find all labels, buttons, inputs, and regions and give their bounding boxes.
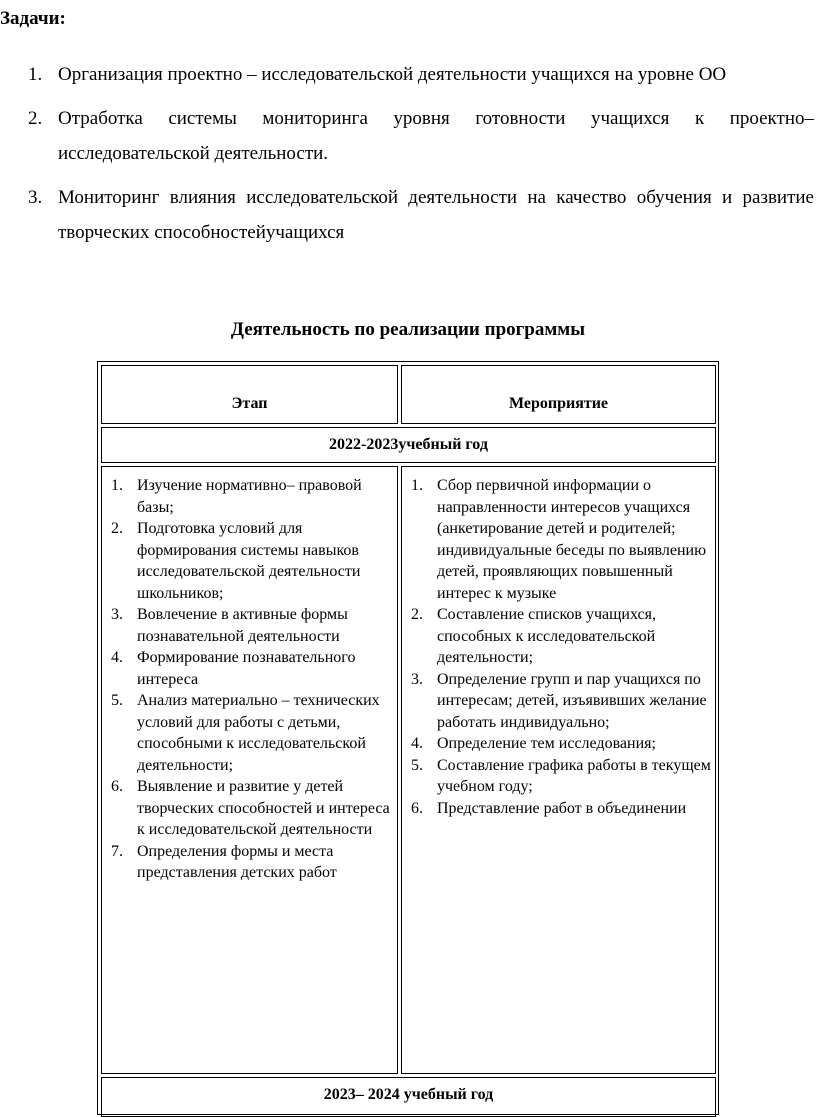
item-number: 4. [411,735,423,752]
item-text: Анализ материально – технических условий для работы с детьми, способными к исследовательской деятельности; [137,692,380,774]
event-list [402,475,715,819]
stage-item [102,518,397,604]
year-row-2022 [101,427,716,463]
stage-item [102,841,397,884]
item-number: 3. [111,606,123,623]
header-cell-stage [101,365,398,424]
stage-item [102,647,397,690]
task-text: Мониторинг влияния исследовательской деятельности на качество обучения и развитие творческих способностейучащихся [58,187,814,243]
item-text: Формирование познавательного интереса [137,649,356,688]
item-number: 5. [411,756,423,774]
stage-item [102,776,397,841]
event-item [402,604,715,669]
item-text: Изучение нормативно– правовой базы; [137,477,362,516]
task-text: Отработка системы мониторинга уровня готовности учащихся к проектно– исследовательской деятельности. [58,108,814,164]
item-number: 4. [111,649,123,666]
item-text: Составление списков учащихся, способных к исследовательской деятельности; [437,606,656,666]
stage-item [102,475,397,518]
item-text: Определение тем исследования; [437,735,656,752]
item-number: 3. [411,670,423,688]
program-table [97,361,719,1115]
stage-item [102,604,397,647]
header-cell-event [401,365,716,424]
item-text: Определение групп и пар учащихся по интересам; детей, изъявивших желание работать индивидуально; [437,670,707,731]
task-item [0,180,816,250]
item-text: Выявление и развитие у детей творческих способностей и интереса к исследовательской деятельности [137,778,390,838]
item-number: 2. [411,606,423,623]
event-item [402,733,715,755]
item-text: Подготовка условий для формирования системы навыков исследовательской деятельности школьников; [137,520,361,602]
task-text: Организация проектно – исследовательской деятельности учащихся на уровне ОО [58,64,727,85]
stage-item [102,690,397,776]
task-number: 3. [28,187,43,208]
event-item [402,475,715,604]
item-number: 6. [411,799,423,817]
item-number: 5. [111,692,123,709]
item-text: Вовлечение в активные формы познавательной деятельности [137,606,348,645]
header-stage-label: Этап [231,395,268,412]
task-number: 1. [28,64,43,85]
event-item [402,798,715,820]
year-label: 2023– 2024 учебный год [323,1086,494,1103]
task-item [0,101,816,171]
year-label: 2022-2023учебный год [329,436,488,453]
item-text: Определения формы и места представления детских работ [137,842,337,881]
event-item [402,755,715,798]
tasks-list [0,57,816,259]
stage-list [102,475,397,884]
task-number: 2. [28,108,43,129]
section-title: Деятельность по реализации программы [230,319,586,340]
item-number: 1. [411,477,423,494]
event-cell [401,466,716,1074]
tasks-heading: Задачи: [0,8,66,29]
year-row-2023 [101,1077,716,1117]
item-number: 2. [111,520,123,537]
item-number: 6. [111,778,123,795]
item-text: Сбор первичной информации о направленности интересов учащихся (анкетирование детей и родителей; индивидуальные беседы по выявлению детей, проявляющих повышенный интерес к музыке [437,477,707,602]
header-event-label: Мероприятие [508,395,609,412]
event-item [402,669,715,734]
item-number: 1. [111,477,123,494]
item-number: 7. [111,842,123,860]
item-text: Представление работ в объединении [437,799,687,817]
task-item [0,57,816,92]
item-text: Составление графика работы в текущем учебном году; [437,756,711,795]
stage-cell [101,466,398,1074]
